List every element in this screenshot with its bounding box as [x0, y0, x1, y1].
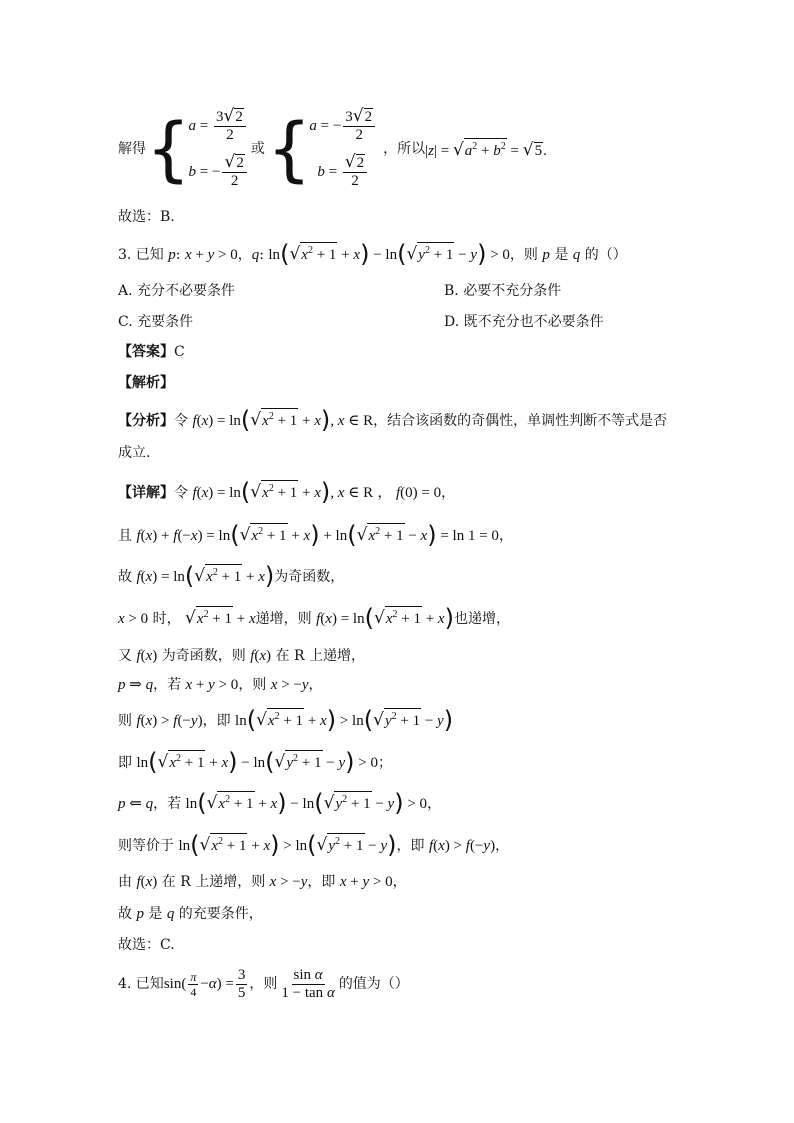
- analysis-tag: 【解析】: [118, 375, 174, 391]
- detail-line-1: 【详解】令 $f(x) = \ln(√x^2 + 1 + x)$, x ∈ R ， f(0) = 0，: [118, 478, 456, 506]
- detail-line-5: 又 f(x) 为奇函数，则 f(x) 在 R 上递增，: [118, 648, 365, 664]
- or-text: 或: [250, 141, 265, 157]
- system-2: a = − $\frac{3√2}{2}$ b = $\frac{√2}{2}$: [309, 108, 377, 190]
- detail-line-6: p ⇒ q，若 x + y > 0，则 x > −y，: [118, 677, 323, 693]
- system-1: a = $\frac{3√2}{2}$ b = − $\frac{√2}{2}$: [189, 108, 249, 190]
- q3-stem: 3. 已知 p: x + y > 0，q: $\ln(√x^2 + 1 + x) - \ln(√y^2 + 1 - y) > 0$，则 p 是 q 的（）: [118, 240, 627, 268]
- option-c: C. 充要条件: [118, 314, 194, 330]
- q3-stem-prefix: 3. 已知: [118, 247, 164, 263]
- detail-line-8: 即 $\ln(√x^2 + 1 + x) - \ln(√y^2 + 1 - y) > 0$；: [118, 748, 392, 776]
- brace-left-2: {: [266, 108, 312, 190]
- answer-line: [118, 342, 185, 362]
- solve-line: [118, 104, 547, 194]
- solve-prefix: 解得: [118, 141, 146, 157]
- option-d: D. 既不充分也不必要条件: [444, 314, 604, 330]
- detail-line-4: x > 0 时， $√x^2 + 1 + x$递增，则 $f(x) = \ln(√x^2 + 1 + x)$也递增，: [118, 604, 510, 632]
- detail-line-10: 则等价于 $\ln(√x^2 + 1 + x) > \ln(√y^2 + 1 - y)$，即 f(x) > f(−y)，: [118, 831, 510, 859]
- analysis-line-1: 【分析】令 $f(x) = \ln(√x^2 + 1 + x)$, x ∈ R，结合该函数的奇偶性，单调性判断不等式是否: [118, 406, 668, 434]
- answer-value: C: [174, 344, 185, 360]
- detail-line-7: 则 f(x) > f(−y)，即 $\ln(√x^2 + 1 + x) > \ln(√y^2 + 1 - y)$: [118, 706, 454, 734]
- detail-line-9: p ⇐ q，若 $\ln(√x^2 + 1 + x) - \ln(√y^2 + 1 - y) > 0$，: [118, 789, 442, 817]
- brace-left-1: {: [146, 108, 191, 190]
- q3-choice: 故选：C.: [118, 937, 175, 953]
- detail-line-3: 故 $f(x) = \ln(√x^2 + 1 + x)$为奇函数，: [118, 562, 345, 590]
- option-a: A. 充分不必要条件: [118, 283, 236, 299]
- modulus-expression: $|z| = √a^2 + b^2 = √5$.: [425, 139, 547, 160]
- detail-line-12: 故 p 是 q 的充要条件，: [118, 906, 263, 922]
- analysis-line-2: 成立.: [118, 445, 151, 461]
- q4-stem: 4. 已知 sin( $\frac{\pi}{4}$ − α ) = $\frac{3}{5}$ ，则 $\frac{\text{sin α}}{\text{1 − tan α}}$ 的值为（）: [118, 966, 409, 1001]
- solve-suffix: ，所以: [383, 141, 426, 157]
- option-b: B. 必要不充分条件: [444, 283, 562, 299]
- answer-tag: 【答案】: [118, 344, 174, 360]
- q2-choice: 故选：B.: [118, 209, 175, 225]
- detail-line-11: 由 f(x) 在 R 上递增，则 x > −y，即 x + y > 0，: [118, 874, 407, 890]
- detail-line-2: 且 $f(x) + f(-x) = \ln(√x^2 + 1 + x) + \ln(√x^2 + 1 - x) = \ln 1 = 0$，: [118, 521, 513, 549]
